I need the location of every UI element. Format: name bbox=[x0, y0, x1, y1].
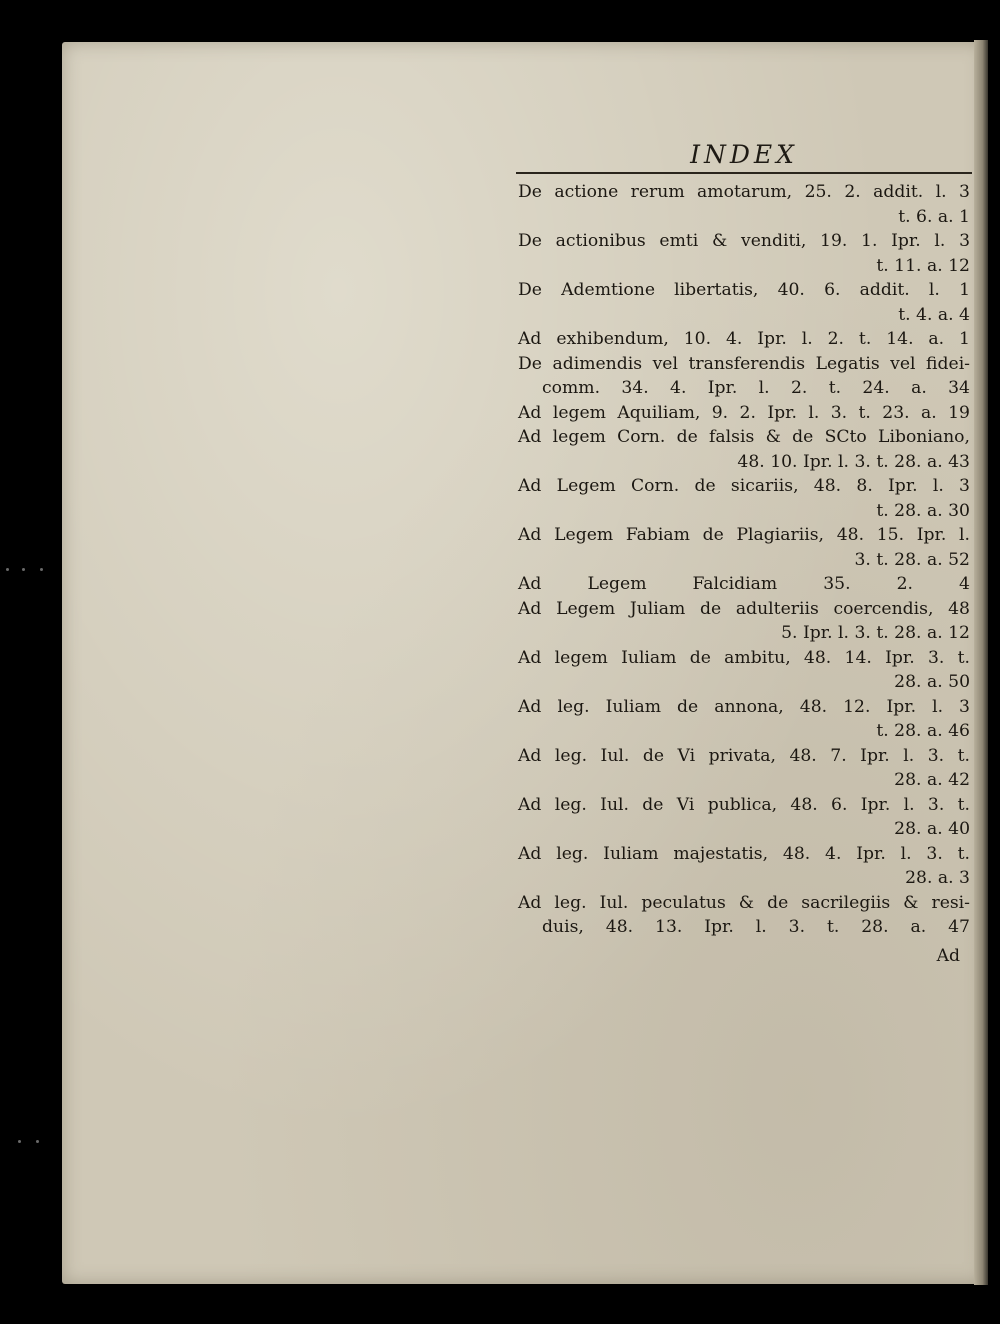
index-entry-line: Ad legem Aquiliam, 9. 2. Ipr. l. 3. t. 23. a. 19 bbox=[518, 402, 970, 423]
dust-speck bbox=[22, 568, 25, 571]
index-entry-continuation: t. 6. a. 1 bbox=[898, 206, 970, 227]
index-entry bbox=[518, 646, 970, 695]
dust-speck bbox=[40, 568, 43, 571]
index-entry bbox=[518, 180, 970, 229]
index-entry-continuation: 28. a. 40 bbox=[894, 819, 970, 839]
dust-speck bbox=[18, 1140, 21, 1143]
index-entry-continuation: comm. 34. 4. Ipr. l. 2. t. 24. a. 34 bbox=[542, 378, 970, 398]
index-entry-line: Ad Legem Juliam de adulteriis coercendis, 48 bbox=[518, 598, 970, 619]
index-entry-continuation: t. 28. a. 46 bbox=[876, 721, 970, 741]
index-entry-continuation: t. 28. a. 30 bbox=[876, 500, 970, 521]
index-entry bbox=[518, 229, 970, 278]
index-list bbox=[518, 180, 970, 940]
catchword: Ad bbox=[936, 946, 960, 966]
index-entry-continuation: 5. Ipr. l. 3. t. 28. a. 12 bbox=[781, 623, 970, 643]
index-entry-line: De adimendis vel transferendis Legatis vel fidei- bbox=[518, 353, 970, 374]
index-entry-continuation: 3. t. 28. a. 52 bbox=[854, 549, 970, 570]
index-entry-continuation: duis, 48. 13. Ipr. l. 3. t. 28. a. 47 bbox=[542, 917, 970, 937]
index-entry-line: Ad leg. Iul. de Vi publica, 48. 6. Ipr. l. 3. t. bbox=[518, 794, 970, 815]
index-entry bbox=[518, 425, 970, 474]
index-entry-continuation: 28. a. 3 bbox=[905, 868, 970, 888]
index-entry-continuation: 28. a. 42 bbox=[894, 770, 970, 790]
index-entry bbox=[518, 842, 970, 891]
index-entry bbox=[518, 352, 970, 401]
index-entry bbox=[518, 327, 970, 352]
index-entry-continuation: 28. a. 50 bbox=[894, 672, 970, 692]
index-entry-line: Ad legem Iuliam de ambitu, 48. 14. Ipr. 3. t. bbox=[518, 647, 970, 668]
index-entry bbox=[518, 572, 970, 597]
index-entry-continuation: t. 11. a. 12 bbox=[876, 255, 970, 276]
index-entry bbox=[518, 278, 970, 327]
dust-speck bbox=[36, 1140, 39, 1143]
index-entry-continuation: t. 4. a. 4 bbox=[898, 304, 970, 325]
index-entry-line: Ad leg. Iuliam de annona, 48. 12. Ipr. l. 3 bbox=[518, 696, 970, 717]
index-entry-line: Ad leg. Iul. peculatus & de sacrilegiis & resi- bbox=[518, 892, 970, 913]
index-entry bbox=[518, 401, 970, 426]
index-entry-line: Ad leg. Iuliam majestatis, 48. 4. Ipr. l. 3. t. bbox=[518, 843, 970, 864]
index-entry bbox=[518, 744, 970, 793]
index-entry-line: Ad legem Corn. de falsis & de SCto Liboniano, bbox=[518, 427, 970, 447]
dust-speck bbox=[6, 568, 9, 571]
index-entry bbox=[518, 891, 970, 940]
page-edge bbox=[974, 40, 988, 1285]
index-entry-line: De Ademtione libertatis, 40. 6. addit. l. 1 bbox=[518, 280, 970, 300]
index-entry-line: Ad leg. Iul. de Vi privata, 48. 7. Ipr. l. 3. t. bbox=[518, 745, 970, 766]
index-entry-line: De actionibus emti & venditi, 19. 1. Ipr. l. 3 bbox=[518, 231, 970, 251]
page-header: INDEX bbox=[690, 140, 798, 169]
header-rule bbox=[516, 172, 972, 174]
index-entry bbox=[518, 474, 970, 523]
index-entry-continuation: 48. 10. Ipr. l. 3. t. 28. a. 43 bbox=[737, 451, 970, 472]
index-entry bbox=[518, 523, 970, 572]
index-entry-line: Ad exhibendum, 10. 4. Ipr. l. 2. t. 14. a. 1 bbox=[518, 329, 970, 349]
index-entry-line: Ad Legem Corn. de sicariis, 48. 8. Ipr. l. 3 bbox=[518, 476, 970, 496]
index-entry bbox=[518, 695, 970, 744]
index-entry-line: Ad Legem Fabiam de Plagiariis, 48. 15. Ipr. l. bbox=[518, 525, 970, 545]
index-entry bbox=[518, 597, 970, 646]
index-entry-line: Ad Legem Falcidiam 35. 2. 4 bbox=[518, 574, 970, 594]
index-entry bbox=[518, 793, 970, 842]
index-entry-line: De actione rerum amotarum, 25. 2. addit. l. 3 bbox=[518, 182, 970, 202]
